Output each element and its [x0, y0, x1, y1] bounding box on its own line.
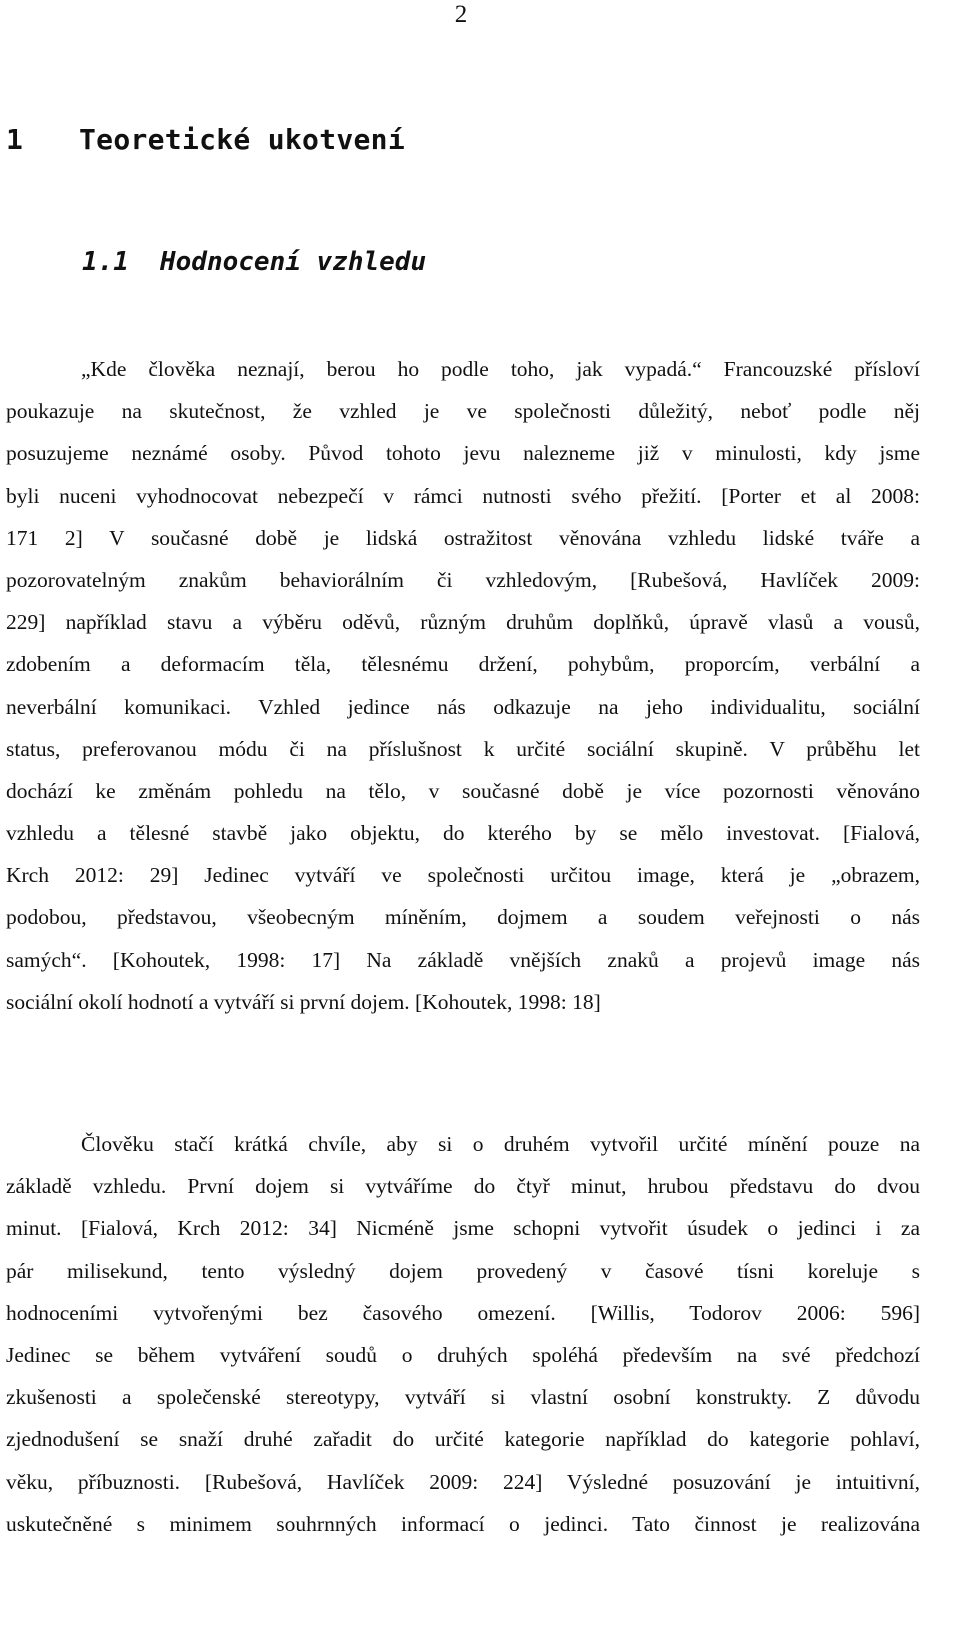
text-line: podobou, představou, všeobecným míněním, dojmem a soudem veřejnosti o nás	[6, 905, 920, 930]
text-line: samých“. [Kohoutek, 1998: 17] Na základě vnějších znaků a projevů image nás	[6, 947, 920, 972]
text-line: Jedinec se během vytváření soudů o druhých spoléhá především na své předchozí	[6, 1342, 920, 1367]
text-line: dochází ke změnám pohledu na tělo, v současné době je více pozornosti věnováno	[6, 778, 920, 803]
text-line: sociální okolí hodnotí a vytváří si první dojem. [Kohoutek, 1998: 18]	[6, 989, 601, 1014]
text-line: posuzujeme neznámé osoby. Původ tohoto jevu nalezneme již v minulosti, kdy jsme	[6, 441, 920, 466]
text-line: minut. [Fialová, Krch 2012: 34] Nicméně jsme schopni vytvořit úsudek o jedinci i za	[6, 1216, 920, 1241]
text-line: „Kde člověka neznají, berou ho podle toho, jak vypadá.“ Francouzské přísloví	[81, 357, 920, 381]
paragraph-2	[6, 1123, 920, 1545]
section-heading	[82, 240, 426, 284]
text-line: věku, příbuznosti. [Rubešová, Havlíček 2009: 224] Výsledné posuzování je intuitivní,	[6, 1469, 920, 1494]
text-line: hodnoceními vytvořenými bez časového omezení. [Willis, Todorov 2006: 596]	[6, 1300, 920, 1325]
page-number: 2	[454, 1, 468, 28]
text-line: vzhledu a tělesné stavbě jako objektu, do kterého by se mělo investovat. [Fialová,	[6, 821, 920, 846]
section-title: Hodnocení vzhledu	[160, 247, 427, 277]
text-line: uskutečněné s minimem souhrnných informací o jedinci. Tato činnost je realizována	[6, 1511, 920, 1536]
text-line: neverbální komunikaci. Vzhled jedince nás odkazuje na jeho individualitu, sociální	[6, 694, 920, 719]
text-line: zkušenosti a společenské stereotypy, vytváří si vlastní osobní konstrukty. Z důvodu	[6, 1385, 920, 1410]
text-line: Člověku stačí krátká chvíle, aby si o druhém vytvořil určité mínění pouze na	[81, 1132, 920, 1156]
text-line: 171 2] V současné době je lidská ostražitost věnována vzhledu lidské tváře a	[6, 525, 920, 550]
text-line: základě vzhledu. První dojem si vytváříme do čtyř minut, hrubou představu do dvou	[6, 1174, 920, 1199]
chapter-title: Teoretické ukotvení	[79, 123, 405, 156]
text-line: byli nuceni vyhodnocovat nebezpečí v rámci nutnosti svého přežití. [Porter et al 2008:	[6, 483, 920, 508]
chapter-heading	[6, 118, 405, 162]
text-line: status, preferovanou módu či na příslušnost k určité sociální skupině. V průběhu let	[6, 736, 920, 761]
chapter-number: 1	[6, 123, 24, 156]
text-line: Krch 2012: 29] Jedinec vytváří ve společnosti určitou image, která je „obrazem,	[6, 863, 920, 888]
text-line: zdobením a deformacím těla, tělesnému držení, pohybům, proporcím, verbální a	[6, 652, 920, 677]
section-number: 1.1	[82, 247, 129, 277]
text-line: zjednodušení se snaží druhé zařadit do určité kategorie například do kategorie pohlaví,	[6, 1427, 920, 1452]
text-line: poukazuje na skutečnost, že vzhled je ve společnosti důležitý, neboť podle něj	[6, 399, 920, 424]
paragraph-1	[6, 348, 920, 1023]
text-line: 229] například stavu a výběru oděvů, různým druhům doplňků, úpravě vlasů a vousů,	[6, 610, 920, 635]
text-line: pár milisekund, tento výsledný dojem provedený v časové tísni koreluje s	[6, 1258, 920, 1283]
text-line: pozorovatelným znakům behaviorálním či vzhledovým, [Rubešová, Havlíček 2009:	[6, 567, 920, 592]
